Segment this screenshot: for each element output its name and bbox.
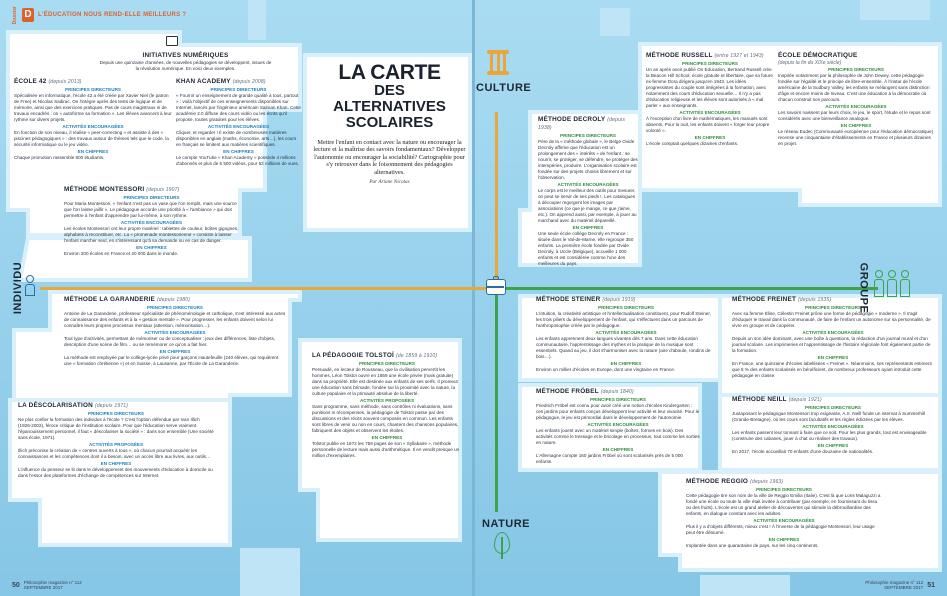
card-date: (depuis 1921) — [788, 397, 822, 403]
dossier-question: L'ÉDUCATION NOUS REND-ELLE MEILLEURS ? — [38, 12, 187, 19]
card-subheading: EN CHIFFRES — [371, 435, 403, 440]
card-date: (entre 1927 et 1943) — [714, 53, 764, 59]
magazine-name-left: Philosophie magazine n° 112 — [23, 580, 82, 585]
card-body: En France, une quinzaine d'écoles labellisées « Freinet ». Néanmoins, ses représentants estiment que 5 % des enfants scolarisés en bénéficient, de nombreux professeurs ayant introduit cette pédagogie en classe. — [732, 361, 932, 378]
card-subheading: ACTIVITÉS ENCOURAGÉES — [595, 330, 657, 335]
card-date: (depuis la fin du XIXe siècle) — [778, 60, 842, 66]
card-subheading: EN CHIFFRES — [572, 225, 604, 230]
card-body: L'école comptait quelques dizaines d'enfants. — [646, 141, 739, 146]
page-number-left: 50 — [12, 581, 20, 589]
card-subheading: ACTIVITÉS ENCOURAGÉES — [587, 422, 649, 427]
card-methode-la-garanderie — [64, 296, 286, 367]
card-date: (depuis 2008) — [232, 79, 266, 85]
card-date: (depuis 2013) — [48, 79, 82, 85]
card-methode-freinet — [732, 296, 934, 379]
card-subheading: PRINCIPES DIRECTEURS — [88, 411, 144, 416]
card-body: Sans programme, sans méthode, sans contrôles ni évaluations, sans punitions ni récompenses, la pédagogie de Tolstoï passe par des discussions et des récits souvent composés en commun. Les enfants sont libres de venir ou non en cours, chantent des chansons populaires, fabriquent des objets et observent les étoiles. — [312, 404, 459, 433]
title-line-2: DES — [374, 82, 405, 99]
card-body: Inspirée notamment par la philosophie de John Dewey, cette pédagogie fondée sur l'égalité et le principe de libre-ensemble. À l'instar de l'école américaine de la Sudbury Valley, les enfants se mélangent sans distinction d'âge et encore moins de niveau. C'est une éducation à la démocratie où chacun construit son parcours. — [778, 73, 930, 102]
axis-horizontal-left — [40, 287, 495, 290]
card-body: Avec sa femme Élise, Célestin Freinet prône une forme de pédagogie « moderne ». Il s'agit d'éduquer le travail dans la communauté, de faire de l'enfant un autonome sur sa personnalité, de vivre en groupe et de coopérer. — [732, 311, 931, 328]
card-body: Depuis un son idée dominant, avec une boîte à questions, la rédaction d'un journal mural et d'un journal scolaire. Les imprimeries et l'apprentissage de l'histoire régionale font également partie de la formation. — [732, 336, 931, 353]
card-subheading: ACTIVITÉS ENCOURAGÉES — [753, 518, 815, 523]
card-body: Un an après avoir publié On Education, Bertrand Russell crée la Beacon Hill School, école gratuite et libertaire, que sa future ex-femme Dora dirigera jusqu'en 1943. Les idées progressistes du couple sont intégrées à la formation, avec notamment des cours d'éducation sexuelle… Il n'y a pas d'éducation religieuse et les élèves sont autorisés à « mal parler » aux enseignants. — [646, 67, 773, 108]
card-subheading: EN CHIFFRES — [159, 349, 191, 354]
card-body: « Fournir un enseignement de grande qualité à tous, partout » : voilà l'objectif de ces enseignements disponibles sur Internet, lancés par l'ingénieur américain Salman Khan. Cette académie 2.0 diffuse des cours vidéo ou les écrits qu'il propose, toutes gratuites pour les élèves. — [176, 93, 301, 122]
card-subheading: EN CHIFFRES — [768, 537, 800, 542]
card-methode-russell — [646, 52, 774, 147]
section-header — [12, 6, 186, 24]
card-title: MÉTHODE RUSSELL — [646, 52, 713, 59]
card-subheading: EN CHIFFRES — [77, 149, 109, 154]
card-subheading: PRINCIPES DIRECTEURS — [828, 67, 884, 72]
card-subheading: PRINCIPES DIRECTEURS — [123, 195, 180, 200]
footer-right — [865, 580, 935, 590]
card-subheading: PRINCIPES DIRECTEURS — [805, 405, 861, 410]
card-subheading: PRINCIPES DIRECTEURS — [682, 61, 738, 66]
card-date: (depuis 1971) — [94, 403, 129, 409]
card-subheading: ACTIVITÉS ENCOURAGÉES — [120, 220, 183, 225]
axis-vertical-bottom — [495, 292, 498, 512]
card-descolarisation — [18, 402, 214, 479]
card-body: Plus il y a d'objets différents, mieux c'est ! À l'inverse de la pédagogie Montessori, leur usage peut être détourné. — [686, 524, 875, 535]
card-subheading: ACTIVITÉS PROPOSÉES — [359, 398, 415, 403]
person-icon — [24, 275, 36, 297]
card-subheading: ACTIVITÉS ENCOURAGÉES — [207, 124, 270, 129]
card-methode-decroly — [538, 116, 638, 267]
column-icon — [487, 50, 509, 76]
card-subheading: EN CHIFFRES — [840, 123, 872, 128]
card-subheading: PRINCIPES DIRECTEURS — [805, 305, 861, 310]
card-body: L'influence du penseur se lit dans le développement des mouvements d'éducation à domicile ou dans l'essor des plateformes d'échange de compétences sur Internet. — [18, 467, 213, 478]
card-ecole-democratique — [778, 52, 934, 147]
card-body: L'intuition, la créativité artistique et l'intellectualisation constituent, pour Rudolf Steiner, les trois piliers du développement de l'enfant, qui s'effectuent dans un parcours de l'anthroposophie créée par le pédagogue. — [536, 311, 711, 328]
page-number-right: 51 — [927, 581, 935, 589]
card-body: Ne plus confier la formation des individus à l'école ? C'est l'option défendue par Ivan Illich (1926-2002), féroce critique de l'institution scolaire. Pour que l'éducation serve vraiment l'épanouissement personnel, il faut « déscolariser la société » : dans son ensemble (Une société sans école, 1971). — [18, 417, 214, 440]
axis-label-groupe: GROUPE — [857, 262, 870, 314]
card-initiatives-numeriques — [98, 52, 273, 72]
axis-vertical-top — [495, 112, 498, 284]
card-methode-frobel — [536, 388, 700, 465]
card-subheading: EN CHIFFRES — [136, 245, 167, 250]
title-line-3: ALTERNATIVES — [333, 98, 446, 115]
card-subheading: EN CHIFFRES — [694, 135, 726, 140]
card-body: Chaque promotion rassemble 800 étudiants. — [14, 155, 105, 160]
card-title: LA DÉSCOLARISATION — [18, 402, 93, 409]
card-date: (depuis 1919) — [602, 297, 636, 303]
card-body: Persuadé, en lecteur de Rousseau, que la civilisation pervertit les hommes, Léon Tolstoï ouvre en 1859 une école privée (mais gratuite) dans sa propriété. Elle est destinée aux enfants de ses serfs. Il promeut une éducation sans brimade, fondée sur la proximité avec la nature, la culture populaire et la primauté absolue de la liberté. — [312, 367, 458, 396]
card-subheading: ACTIVITÉS ENCOURAGÉES — [802, 330, 864, 335]
issue-month-right: SEPTEMBRE 2017 — [884, 585, 924, 590]
axis-horizontal-right — [498, 287, 878, 290]
card-body: Pour Maria Montessori, « l'enfant n'est pas un vase que l'on remplit, mais une source que l'on laisse jaillir ». Le pédagogue accorde une priorité à « l'ambiance » qui doit permettre à l'enfant d'apprendre par lui-même, à son rythme. — [64, 201, 237, 218]
card-body: Le compte YouTube « Khan Academy » possède 4 millions d'abonnés et plus de 5 500 vidéos, pour 52 millions de vues. — [176, 155, 299, 166]
card-date: (depuis 1907) — [146, 187, 180, 193]
axis-label-individu: INDIVIDU — [12, 261, 25, 315]
card-pedagogie-tolstoi — [312, 352, 462, 459]
card-body: À l'exception d'un livre de mathématiques, les manuels sont absents. Pour la nuit, les enfants doivent « forger leur propre volonté ». — [646, 116, 770, 133]
card-title: MÉTHODE REGGIO — [686, 478, 749, 485]
card-body: Tolstoï publie en 1872 les 758 pages de son « Syllabaire », méthode personnelle de lecture mais aussi d'arithmétique. Il en vendit presque un million d'exemplaires. — [312, 441, 460, 458]
card-body: Tout type d'activités, permettant de mémoriser ou de conceptualiser : jeux des différences, liste d'objets, description d'une scène de film… ou se remémorer ce qu'on a fait hier. — [64, 336, 276, 347]
card-body: Une seule école collège Decroly en France : située dans le Val-de-Marne, elle regroupe 350 enfants. La première école fondée par Ovide Decroly, à Uccle (Belgique), accueille 1 000 enfants et est considérée comme l'une des meilleures du pays. — [538, 231, 634, 266]
card-body: L'Allemagne compte 160 jardins Fröbel où sont scolarisés près de 5 000 enfants. — [536, 453, 683, 464]
card-title: MÉTHODE DECROLY — [538, 116, 606, 123]
card-subheading: EN CHIFFRES — [817, 443, 849, 448]
card-title: INITIATIVES NUMÉRIQUES — [142, 52, 229, 59]
card-body: Cette pédagogie tire son nom de la ville de Reggio Emilia (Italie). C'est là que Loris Malaguzzi a fondé une école ou toute la ville était invitée à contribuer (par exemple, en fournissant du tissu ou des fruits). L'école est un grand atelier de découvertes qui stimule la débrouillardise des enfants, en dialogue constant avec les adultes. — [686, 493, 881, 516]
card-subheading: PRINCIPES DIRECTEURS — [65, 87, 121, 92]
footer-left — [12, 580, 82, 590]
card-body: Les enfants jouent avec un matériel simple (boîtes, formes en bois). Des activités comme le tressage et le bricolage en processus, tout comme les sorties en nature. — [536, 428, 700, 445]
card-subheading: EN CHIFFRES — [610, 361, 642, 366]
card-date: (depuis 1935) — [798, 297, 832, 303]
card-title: MÉTHODE LA GARANDERIE — [64, 296, 155, 303]
card-subheading: PRINCIPES DIRECTEURS — [590, 397, 646, 402]
card-date: (depuis 1938) — [538, 117, 626, 131]
card-subheading: EN CHIFFRES — [602, 447, 634, 452]
card-title: MÉTHODE FREINET — [732, 296, 797, 303]
issue-month-left: SEPTEMBRE 2017 — [23, 585, 63, 590]
section-label: Dossier — [12, 6, 18, 25]
card-methode-reggio — [686, 478, 882, 549]
card-title: LA PÉDAGOGIE TOLSTOÏ — [312, 352, 394, 359]
page-spine — [472, 0, 475, 596]
card-title: MÉTHODE MONTESSORI — [64, 186, 145, 193]
card-subheading: ACTIVITÉS ENCOURAGÉES — [557, 182, 619, 187]
axis-label-nature: NATURE — [482, 518, 531, 530]
card-date: (depuis 1840) — [600, 389, 634, 395]
card-body: Les savoirs naissent par leurs choix, le jeu, le sport, l'étude et le repos sont considérés avec une bienveillance analogue. — [778, 110, 931, 121]
card-body: En fonction de son niveau, il réalise « peer-correcting » et assiste à des « piscines pédagogiques » : des travaux autour de thèmes tels que le code, la sécurité informatique ou le jeu vidéo. — [14, 130, 169, 147]
card-body: Illich préconise la création de « centres ouverts à tous », où chacun pourrait acquérir les connaissances et les compétences dont il a besoin, avec un accès libre aux livres, aux outils… — [18, 448, 211, 459]
title-line-1: LA CARTE — [338, 61, 441, 84]
card-body: Environ un millier d'écoles en Europe, dont une vingtaine en France. — [536, 367, 676, 372]
card-subheading: PRINCIPES DIRECTEURS — [756, 487, 812, 492]
dossier-logo-icon: D — [22, 8, 34, 22]
card-subheading: ACTIVITÉS PROPOSÉES — [88, 442, 144, 447]
card-body: Le corps est le meilleur des outils pour mesurer, on peut se servir de ses pieds !. Les catalogues à découper regorgent les images par associations (ce que je mange, ce que j'aime, etc.). On apprend aussi, par exemple, à jouer au marchand avec du matériel dépareillé. — [538, 188, 637, 223]
card-subheading: ACTIVITÉS ENCOURAGÉES — [825, 104, 887, 109]
card-title: ÉCOLE DÉMOCRATIQUE — [778, 52, 858, 59]
card-ecole-42 — [14, 78, 172, 161]
card-title: ÉCOLE 42 — [14, 78, 47, 85]
card-subheading: ACTIVITÉS ENCOURAGÉES — [62, 124, 124, 129]
card-body: Juxtaposant le pédagogue Montessori trop exigeante, A.S. Neill fonde un internat à Summerhill (Grande-Bretagne), où les cours sont facultatifs et les règles édictées par les élèves. — [732, 411, 926, 422]
card-body: Environ 200 écoles en France et 20 000 dans le monde. — [64, 251, 179, 256]
card-title: MÉTHODE NEILL — [732, 396, 787, 403]
briefcase-icon — [486, 279, 506, 295]
card-date: (depuis 1980) — [156, 297, 191, 303]
card-subheading: ACTIVITÉS ENCOURAGÉES — [679, 110, 741, 115]
card-subheading: PRINCIPES DIRECTEURS — [598, 305, 654, 310]
card-body: Les enfants apprennent deux langues vivantes dès 7 ans. Dans cette éducation communautaire, l'apprentissage des mythes et la pratique de la musique sont essentiels. Quand au jeu, il doit s'harmoniser avec la nature (aire d'aboule, rondins de bois…). — [536, 336, 711, 359]
card-body: Le réseau Eudec (Communauté européenne pour l'éducation démocratique) recense une cinquantaine d'établissements en France et plusieurs dizaines en projet. — [778, 129, 934, 146]
lead-paragraph: Mettre l'enfant en contact avec la nature ou encourager la lecture et la maîtrise des savoirs fondamentaux? Développer l'autonomie ou encourager la sociabilité? Cartographie pour s'y retrouver dans le foisonnement des pédagogies alternatives. — [313, 139, 466, 176]
card-body: La méthode est employée par le collège-lycée privé pour garçons Hautefeuille (240 élèves, qui requièrent une « formation chrétienne ») et en Suisse, à Lausanne, par l'École de La Garanderie. — [64, 355, 279, 366]
byline: Par Ariane Nicolas — [369, 179, 410, 186]
card-title: MÉTHODE STEINER — [536, 296, 601, 303]
card-subheading: ACTIVITÉS ENCOURAGÉES — [802, 424, 864, 429]
card-body: Implantée dans une quarantaine de pays, sur les cinq continents. — [686, 543, 819, 548]
card-body: Cliquer, et regarder ! Il existe de nombreuses matières disponibles en anglais (maths, économie, arts…), les cours en français se limitent aux matières scientifiques. — [176, 130, 297, 147]
card-subheading: EN CHIFFRES — [223, 149, 254, 154]
leaf-icon — [494, 532, 510, 554]
card-body: Les enfants passent leur tonnant à faire que ce soit. Pour les plus grands, tout est envisageable (construire des cabanes, jouer à chat ou réaliser des travaux). — [732, 430, 927, 441]
card-subheading: PRINCIPES DIRECTEURS — [147, 305, 203, 310]
card-methode-neill — [732, 396, 934, 455]
card-subheading: EN CHIFFRES — [817, 355, 849, 360]
card-subheading: ACTIVITÉS ENCOURAGÉES — [144, 330, 206, 335]
card-subheading: PRINCIPES DIRECTEURS — [359, 361, 415, 366]
card-date: (depuis 1963) — [750, 479, 784, 485]
card-body: Antoine de La Garanderie, professeur spécialiste de phénoménologie et catholique, s'est intéressé aux actes de connaissance des enfants et à la « gestion mentale ». Pour progresser, les enfants doivent selon lui connaître leurs propres processus mentaux (attention, mémorisation…). — [64, 311, 286, 328]
card-khan-academy — [176, 78, 301, 167]
card-title: KHAN ACADEMY — [176, 78, 231, 85]
card-body: Spécialisée en informatique, l'école 42 a été créée par Xavier Niel (le patron de Free) et Nicolas Sadirac. On l'intègre après des tests de logique et de mémoire, ainsi que des exercices pratiques. Pas de cours magistraux ni de travaux encadrés : on « autoforme sa formation ». Les élèves avancent à leur rythme sur divers projets. — [14, 93, 172, 122]
card-body: Friedrich Fröbel est connu pour avoir créé une notion d'écoles Kindergarten : ces jardins pour enfants conçus développent leur activité et leur vivacité. Pour le pédagogue, le jeu est primordial dans le développement de l'autonomie. — [536, 403, 700, 420]
card-subheading: PRINCIPES DIRECTEURS — [560, 133, 616, 138]
card-body: Père de la « méthode globale », le Belge Ovide Decroly affirme que l'éducation est un prolongement des « intérêts » de l'enfant : se nourrir, se protéger, se défendre, se protéger des intempéries, produire. L'organisation scolaire est fondée sur des projets choisis librement et sur l'observation. — [538, 139, 638, 180]
card-date: (de 1859 à 1910) — [395, 353, 438, 359]
card-subheading: PRINCIPES DIRECTEURS — [210, 87, 267, 92]
axis-label-culture: CULTURE — [476, 82, 532, 94]
title-line-4: SCOLAIRES — [345, 114, 434, 131]
card-subheading: EN CHIFFRES — [100, 461, 132, 466]
card-body: En 2017, l'école accueillait 70 enfants d'une douzaine de nationalités. — [732, 449, 874, 454]
card-body: Les écoles Montessori ont leur propre matériel : tablettes de couleur, boîtes gigognes, alphabets à reconstituer, etc. La « promenade montessorienne » consiste à laisser l'enfant marcher seul, en s'intéressant qu'à sa demande ou en cas de danger. — [64, 226, 239, 243]
card-body: Depuis une quinzaine d'années, de nouvelles pédagogies se développent, issues de la révolution numérique. En voici deux exemples. — [99, 60, 272, 71]
card-methode-montessori — [64, 186, 239, 257]
main-title-block — [312, 62, 467, 185]
magazine-name-right: Philosophie magazine n° 112 — [865, 580, 924, 585]
card-methode-steiner — [536, 296, 716, 373]
card-title: MÉTHODE FRÖBEL — [536, 388, 599, 395]
laptop-icon — [166, 36, 178, 46]
